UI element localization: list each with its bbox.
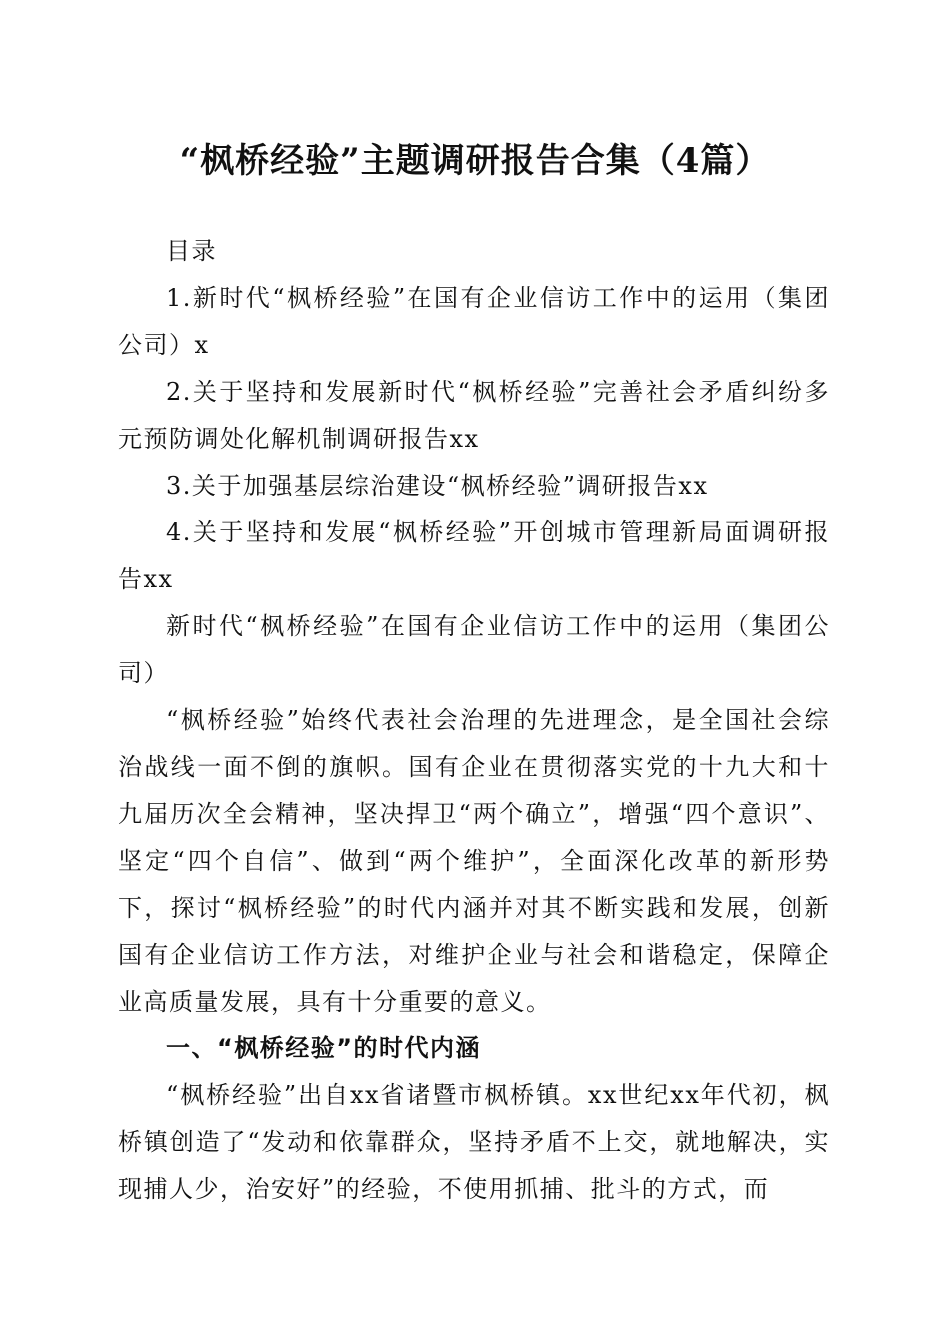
document-body	[118, 228, 830, 1213]
toc-item-4: 4.关于坚持和发展“枫桥经验”开创城市管理新局面调研报告xx	[118, 518, 830, 594]
toc-label: 目录	[166, 237, 217, 265]
intro-paragraph: “枫桥经验”始终代表社会治理的先进理念，是全国社会综治战线一面不倒的旗帜。国有企业在贯彻落实党的十九大和十九届历次全会精神，坚决捍卫“两个确立”，增强“四个意识”、坚定“四个自信”、做到“两个维护”，全面深化改革的新形势下，探讨“枫桥经验”的时代内涵并对其不断实践和发展，创新国有企业信访工作方法，对维护企业与社会和谐稳定，保障企业高质量发展，具有十分重要的意义。	[118, 706, 830, 1016]
article-title: 新时代“枫桥经验”在国有企业信访工作中的运用（集团公司）	[118, 612, 830, 688]
toc-item-3: 3.关于加强基层综治建设“枫桥经验”调研报告xx	[166, 471, 709, 500]
toc-item-1: 1.新时代“枫桥经验”在国有企业信访工作中的运用（集团公司）x	[118, 283, 830, 359]
document-title: “枫桥经验”主题调研报告合集（4篇）	[179, 141, 771, 181]
section-heading: 一、“枫桥经验”的时代内涵	[166, 1034, 482, 1063]
body-paragraph: “枫桥经验”出自xx省诸暨市枫桥镇。xx世纪xx年代初，枫桥镇创造了“发动和依靠群众，坚持矛盾不上交，就地解决，实现捕人少，治安好”的经验，不使用抓捕、批斗的方式，而	[118, 1081, 830, 1204]
toc-item-2: 2.关于坚持和发展新时代“枫桥经验”完善社会矛盾纠纷多元预防调处化解机制调研报告xx	[118, 377, 830, 453]
